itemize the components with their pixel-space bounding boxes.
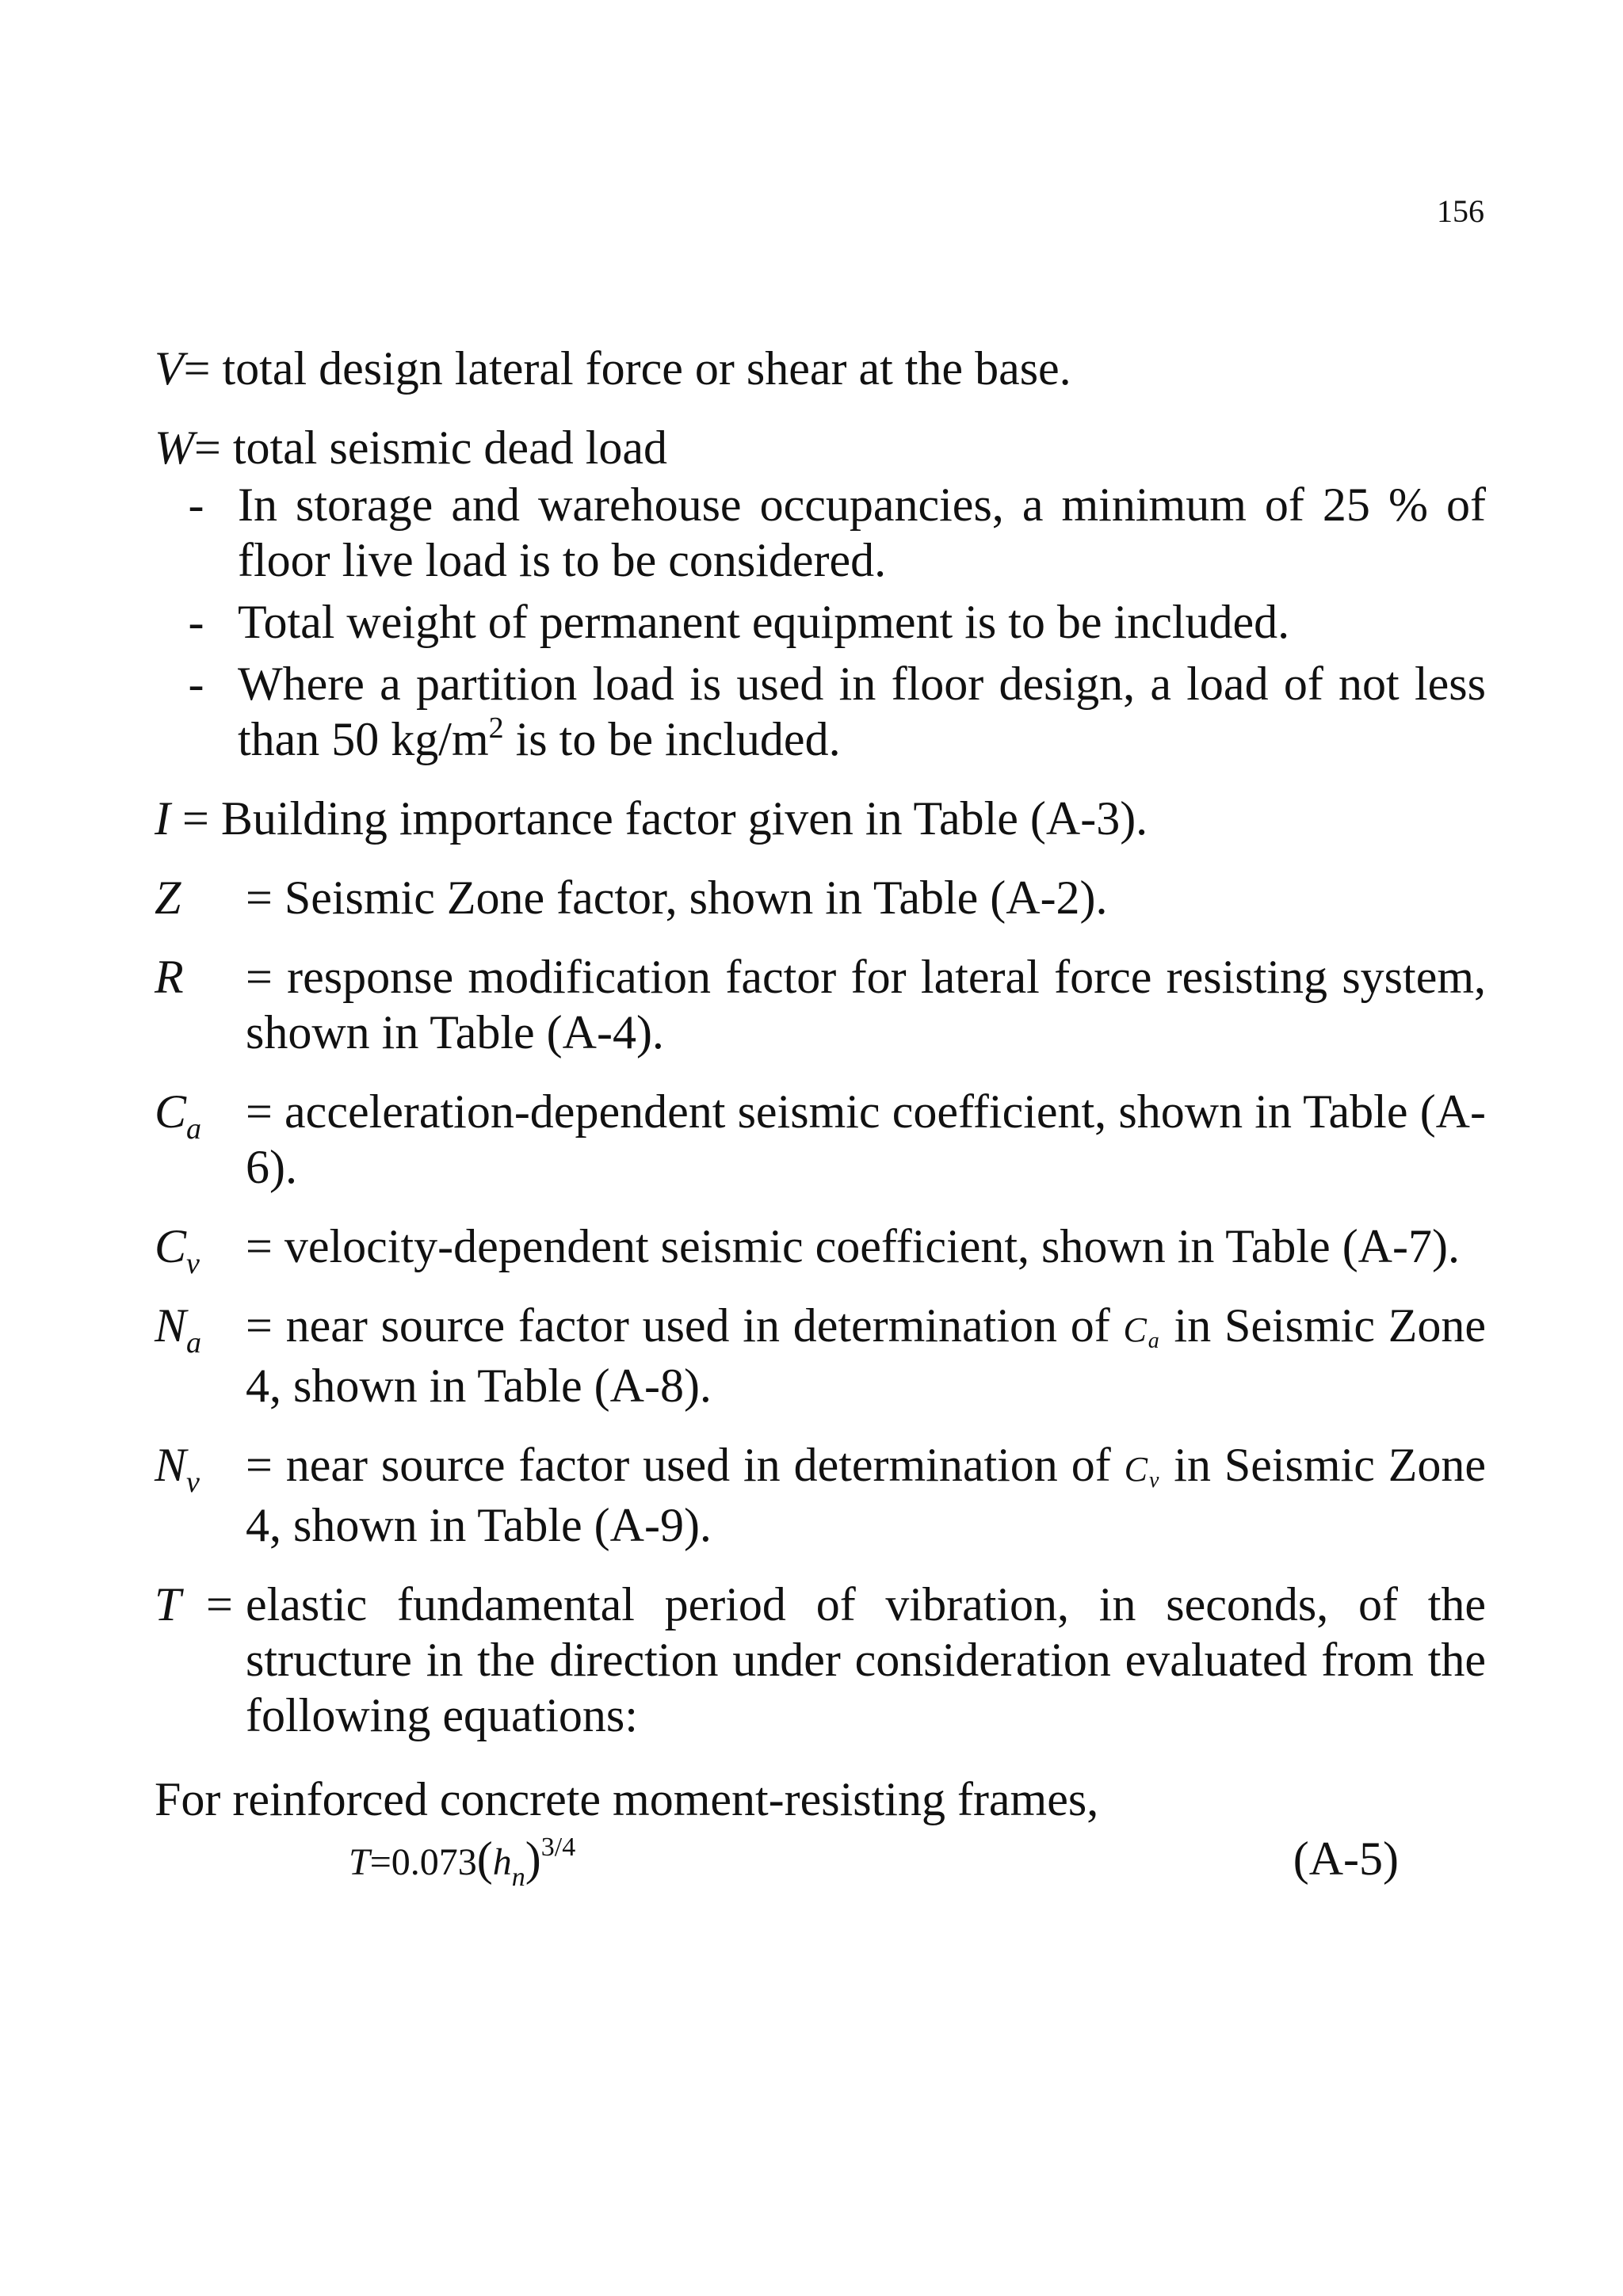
symbol-i: I xyxy=(155,792,170,845)
partition-text-end: is to be included. xyxy=(503,713,841,765)
symbol-nv-base: N xyxy=(155,1439,187,1491)
definition-z-text: = Seismic Zone factor, shown in Table (A-2). xyxy=(246,871,1108,924)
equation-lhs: T xyxy=(349,1841,370,1883)
inline-symbol-cv xyxy=(1124,1450,1161,1493)
bullet-dash: - xyxy=(188,479,204,531)
definition-t xyxy=(155,1577,1486,1743)
symbol-nv xyxy=(155,1437,246,1553)
equation-close-paren: ) xyxy=(525,1833,541,1885)
unit-superscript: 2 xyxy=(488,711,504,745)
equation-number: (A-5) xyxy=(1293,1833,1399,1885)
definition-ca xyxy=(155,1084,1486,1195)
equation-equals: = xyxy=(369,1841,391,1883)
list-item xyxy=(155,477,1486,588)
symbol-na-subscript: a xyxy=(186,1326,202,1360)
inline-symbol-ca-base: C xyxy=(1123,1310,1148,1349)
definition-na-text xyxy=(246,1298,1486,1413)
page-body xyxy=(155,341,1486,1890)
symbol-ca xyxy=(155,1084,246,1195)
equation-variable: h xyxy=(492,1841,512,1883)
definition-i-text: = Building importance factor given in Table (A-3). xyxy=(170,792,1148,845)
definition-nv-text xyxy=(246,1437,1486,1553)
bullet-dash: - xyxy=(188,596,204,648)
list-item xyxy=(155,594,1486,650)
definition-r xyxy=(155,949,1486,1060)
inline-symbol-cv-subscript: v xyxy=(1148,1468,1161,1493)
symbol-t: T xyxy=(155,1578,181,1630)
definition-cv-text: = velocity-dependent seismic coefficient, shown in Table (A-7). xyxy=(246,1220,1460,1272)
definition-v-text: = total design lateral force or shear at the base. xyxy=(183,342,1071,395)
definition-i xyxy=(155,791,1486,846)
list-item-text: Total weight of permanent equipment is to be included. xyxy=(238,596,1290,648)
list-item xyxy=(155,656,1486,767)
definition-na xyxy=(155,1298,1486,1413)
equation-exponent: 3/4 xyxy=(540,1833,576,1862)
definition-r-text: = response modification factor for lateral force resisting system, shown in Table (A-4). xyxy=(246,951,1486,1058)
bullet-dash: - xyxy=(188,658,204,710)
definition-t-text: elastic fundamental period of vibration, in seconds, of the structure in the direction under consideration evaluated from the following equations: xyxy=(246,1578,1486,1741)
equation-expression xyxy=(349,1827,575,1894)
symbol-w: W xyxy=(155,421,194,474)
symbol-na-base: N xyxy=(155,1299,187,1352)
equation-variable-subscript: n xyxy=(511,1863,525,1892)
equation-coefficient: 0.073 xyxy=(391,1841,477,1883)
definition-z xyxy=(155,870,1486,925)
symbol-r: R xyxy=(155,951,184,1003)
definition-nv-text-end: in Seismic Zone 4, shown in Table (A-9). xyxy=(246,1439,1486,1551)
definition-ca-text: = acceleration-dependent seismic coefficient, shown in Table (A-6). xyxy=(246,1085,1486,1193)
list-item-text: In storage and warehouse occupancies, a minimum of 25 % of floor live load is to be considered. xyxy=(238,479,1486,586)
symbol-v: V xyxy=(155,342,184,395)
partition-text-start: Where a partition load is used in floor design, a load of not less than 50 kg/m xyxy=(238,658,1486,765)
symbol-cv xyxy=(155,1219,246,1280)
definition-w xyxy=(155,420,1486,475)
symbol-cv-subscript: v xyxy=(186,1247,200,1280)
symbol-ca-subscript: a xyxy=(186,1112,202,1146)
dead-load-list xyxy=(155,477,1486,767)
definition-na-text-end: in Seismic Zone 4, shown in Table (A-8). xyxy=(246,1299,1486,1412)
symbol-na xyxy=(155,1298,246,1413)
frames-intro: For reinforced concrete moment-resisting frames, xyxy=(155,1773,1099,1825)
definition-cv xyxy=(155,1219,1486,1280)
equation-a5 xyxy=(155,1827,1486,1890)
symbol-cv-base: C xyxy=(155,1220,187,1272)
inline-symbol-cv-base: C xyxy=(1124,1450,1149,1489)
definition-v xyxy=(155,341,1486,396)
definition-na-text-start: = near source factor used in determination of xyxy=(246,1299,1124,1352)
definition-nv-text-start: = near source factor used in determination of xyxy=(246,1439,1125,1491)
page-number: 156 xyxy=(1437,193,1484,229)
list-item-text xyxy=(238,656,1486,767)
inline-symbol-ca-subscript: a xyxy=(1148,1329,1161,1353)
symbol-ca-base: C xyxy=(155,1085,187,1138)
equation-open-paren: ( xyxy=(476,1833,493,1885)
symbol-z: Z xyxy=(155,871,181,924)
definition-t-equals: = xyxy=(206,1578,233,1630)
inline-symbol-ca xyxy=(1123,1310,1161,1353)
definition-w-text: = total seismic dead load xyxy=(193,421,667,474)
symbol-nv-subscript: v xyxy=(186,1466,200,1499)
definition-nv xyxy=(155,1437,1486,1553)
